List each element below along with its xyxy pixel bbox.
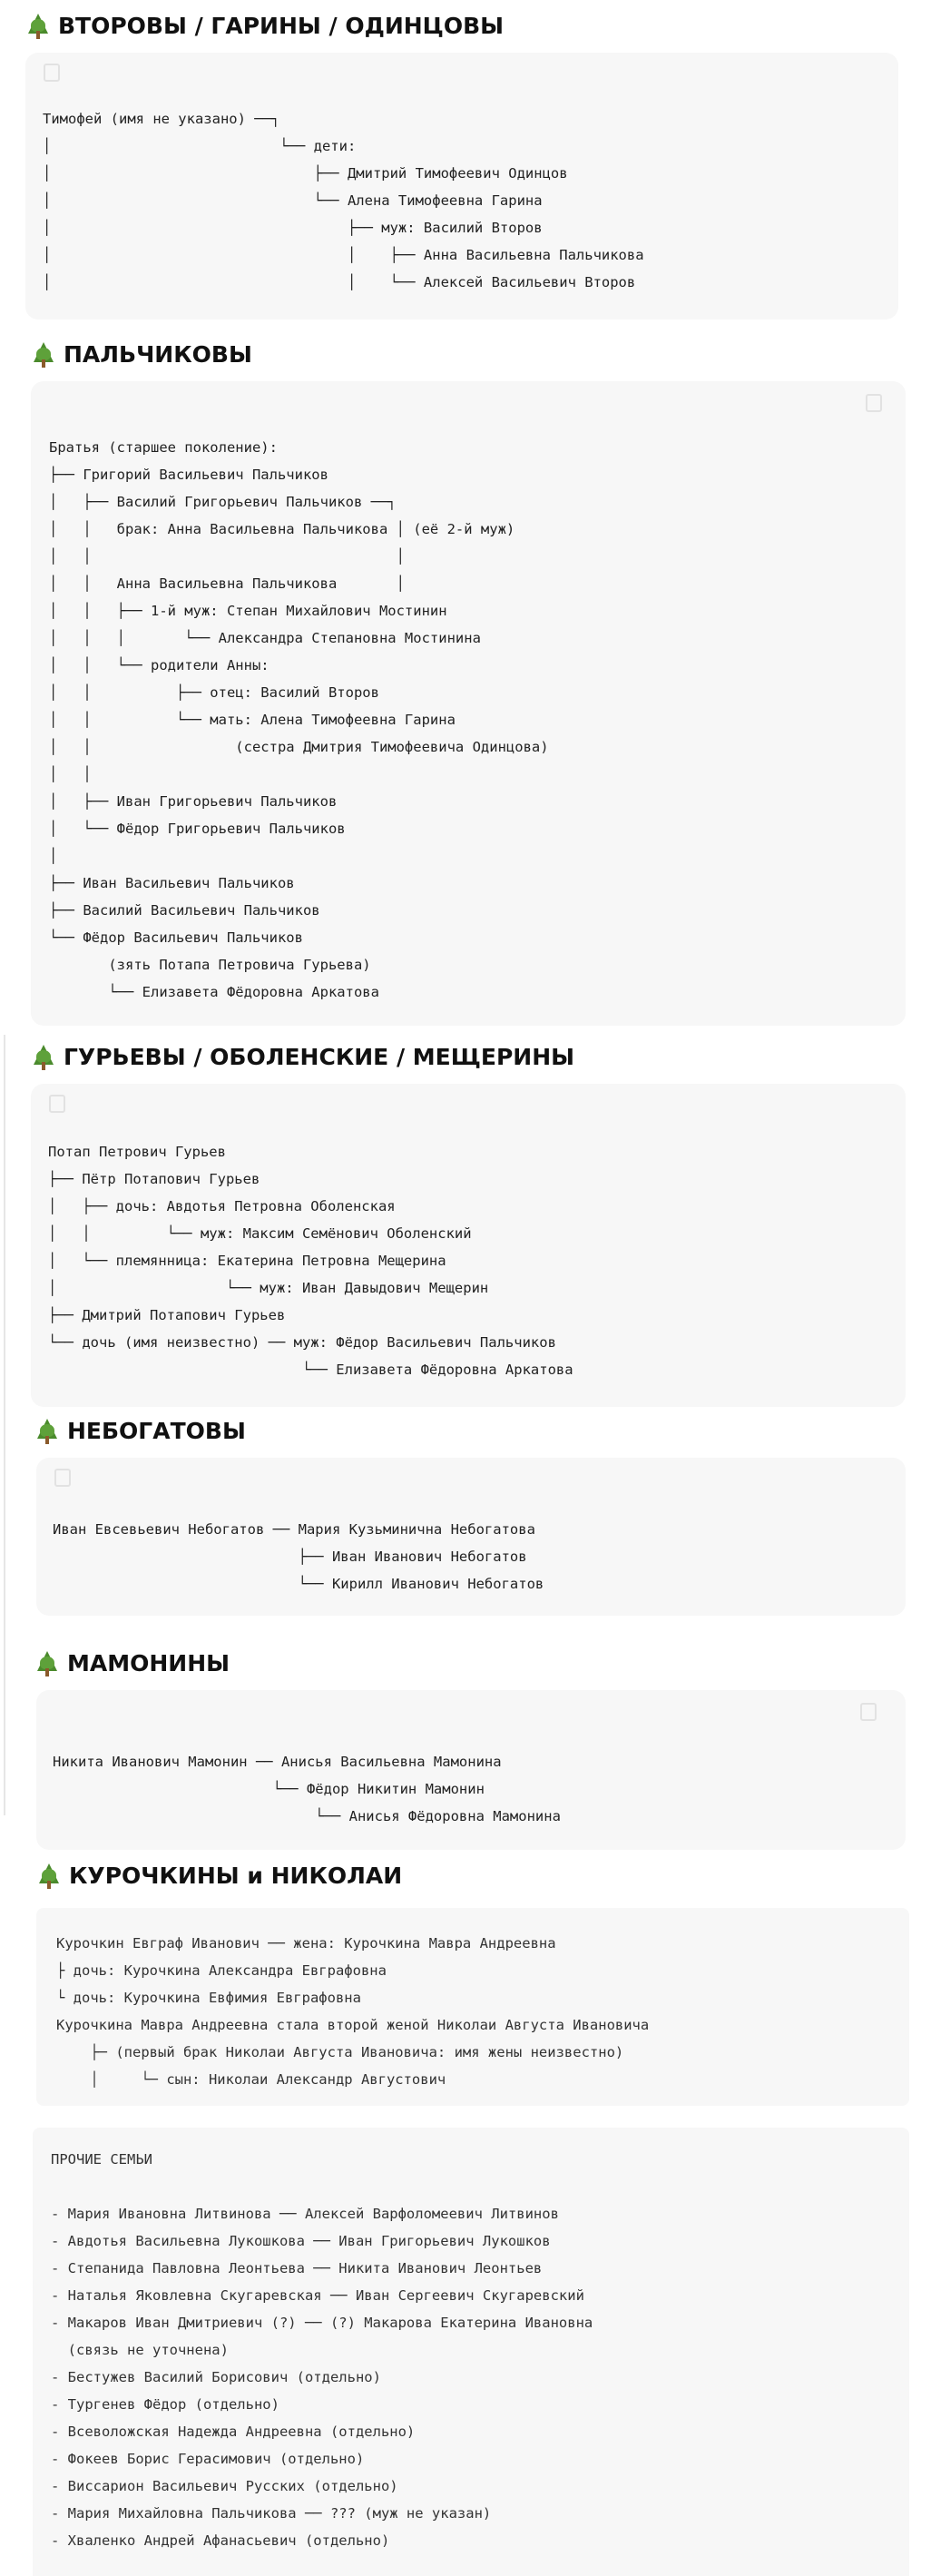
page-left-rule: [4, 1035, 5, 1815]
copy-icon[interactable]: [44, 64, 60, 82]
code-block-vtorovy: [25, 53, 898, 320]
section-title: ГУРЬЕВЫ / ОБОЛЕНСКИЕ / МЕЩЕРИНЫ: [64, 1044, 575, 1070]
section-heading-kurochkiny: [38, 1863, 402, 1889]
family-tree-text: Потап Петрович Гурьев ├── Пётр Потапович Гурьев │ ├── дочь: Авдотья Петровна Оболенская │ │ └── муж: Максим Семёнович Оболенский │ └── племянница: Екатерина Петровна Мещерина │ └── муж: Иван Давыдович Мещерин ├── Дмитрий Потапович Гурьев └── дочь (имя неизвестно) ── муж: Фёдор Васильевич Пальчиков └── Елизавета Фёдоровна Аркатова: [48, 1144, 573, 1378]
copy-icon[interactable]: [49, 1095, 65, 1113]
family-tree-text: Тимофей (имя не указано) ──┐ │ └── дети: │ ├── Дмитрий Тимофеевич Одинцов │ └── Алена Тимофеевна Гарина │ ├── муж: Василий Второв │ │ ├── Анна Васильевна Пальчикова │ │ └── Алексей Васильевич Второв: [43, 111, 644, 290]
copy-icon[interactable]: [866, 394, 882, 412]
code-block-other-families: [33, 2128, 909, 2576]
section-title: ПАЛЬЧИКОВЫ: [64, 341, 252, 368]
tree-icon: [38, 1863, 60, 1889]
family-tree-text: Иван Евсевьевич Небогатов ── Мария Кузьминична Небогатова ├── Иван Иванович Небогатов └── Кирилл Иванович Небогатов: [53, 1521, 544, 1592]
section-heading-mamoniny: [36, 1650, 230, 1676]
tree-icon: [33, 1045, 54, 1070]
tree-icon: [33, 342, 54, 368]
section-title: ВТОРОВЫ / ГАРИНЫ / ОДИНЦОВЫ: [58, 13, 505, 39]
copy-icon[interactable]: [54, 1469, 71, 1487]
code-block-palchikovy: [31, 381, 906, 1026]
tree-icon: [36, 1419, 58, 1444]
family-tree-text: Никита Иванович Мамонин ── Анисья Васильевна Мамонина └── Фёдор Никитин Мамонин └── Анисья Фёдоровна Мамонина: [53, 1754, 561, 1824]
family-tree-text: Курочкин Евграф Иванович ── жена: Курочкина Мавра Андреевна ├ дочь: Курочкина Александра Евграфовна └ дочь: Курочкина Евфимия Евграфовна Курочкина Мавра Андреевна стала второй женой Николаи Августа Ивановича ├─ (первый брак Николаи Августа Ивановича: имя жены неизвестно) │ └─ сын: Николаи Александр Августович: [56, 1935, 650, 2088]
code-block-guryevy: [31, 1084, 906, 1407]
section-title: МАМОНИНЫ: [67, 1650, 230, 1676]
copy-icon[interactable]: [860, 1703, 877, 1721]
section-title: НЕБОГАТОВЫ: [67, 1418, 246, 1444]
family-tree-text: Братья (старшее поколение): ├── Григорий Васильевич Пальчиков │ ├── Василий Григорьевич Пальчиков ──┐ │ │ брак: Анна Васильевна Пальчикова │ (её 2-й муж) │ │ │ │ │ Анна Васильевна Пальчикова │ │ │ ├── 1-й муж: Степан Михайлович Мостинин │ │ │ └── Александра Степановна Мостинина │ │ └── родители Анны: │ │ ├── отец: Василий Второв │ │ └── мать: Алена Тимофеевна Гарина │ │ (сестра Дмитрия Тимофеевича Одинцова) │ │ │ ├── Иван Григорьевич Пальчиков │ └── Фёдор Григорьевич Пальчиков │ ├── Иван Васильевич Пальчиков ├── Василий Васильевич Пальчиков └── Фёдор Васильевич Пальчиков (зять Потапа Петровича Гурьева) └── Елизавета Фёдоровна Аркатова: [49, 439, 549, 1000]
code-block-kurochkiny: [36, 1908, 909, 2106]
tree-icon: [27, 14, 49, 39]
section-title: КУРОЧКИНЫ и НИКОЛАИ: [69, 1863, 403, 1889]
code-block-mamoniny: [36, 1690, 906, 1850]
other-families-text: ПРОЧИЕ СЕМЬИ - Мария Ивановна Литвинова ── Алексей Варфоломеевич Литвинов - Авдотья Васильевна Лукошкова ── Иван Григорьевич Лукошков - Степанида Павловна Леонтьева ── Никита Иванович Леонтьев - Наталья Яковлевна Скугаревская ── Иван Сергеевич Скугаревский - Макаров Иван Дмитриевич (?) ── (?) Макарова Екатерина Ивановна (связь не уточнена) - Бестужев Василий Борисович (отдельно) - Тургенев Фёдор (отдельно) - Всеволожская Надежда Андреевна (отдельно) - Фокеев Борис Герасимович (отдельно) - Виссарион Васильевич Русских (отдельно) - Мария Михайловна Пальчикова ── ??? (муж не указан) - Хваленко Андрей Афанасьевич (отдельно): [51, 2151, 593, 2549]
section-heading-vtorovy: [27, 13, 504, 39]
section-heading-palchikovy: [33, 341, 252, 368]
tree-icon: [36, 1651, 58, 1676]
section-heading-guryevy: [33, 1044, 574, 1070]
section-heading-nebogatovy: [36, 1418, 246, 1444]
code-block-nebogatovy: [36, 1458, 906, 1616]
